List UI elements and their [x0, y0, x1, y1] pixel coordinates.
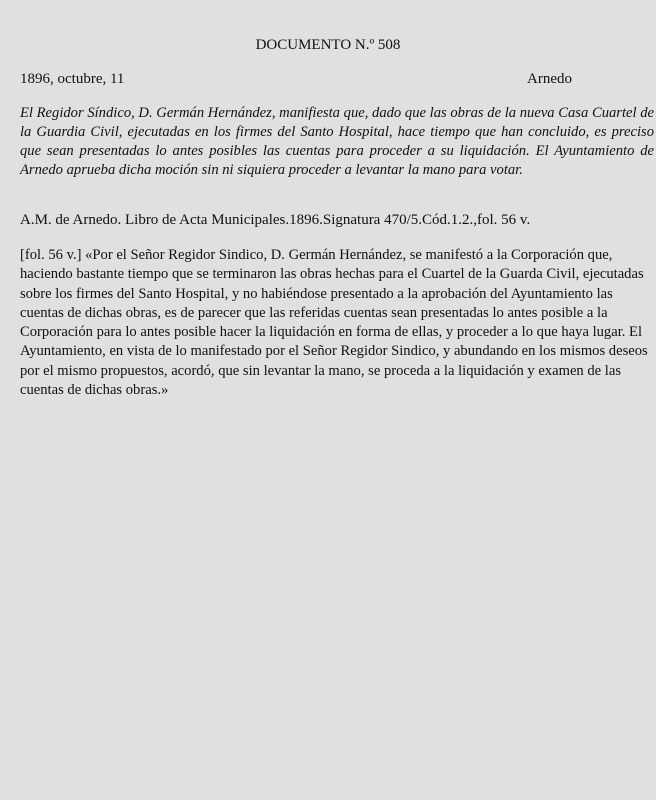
document-title: DOCUMENTO N.º 508 — [255, 37, 401, 53]
document-place: Arnedo — [527, 71, 572, 87]
document-transcription: [fol. 56 v.] «Por el Señor Regidor Sindico, D. Germán Hernández, se manifestó a la Corporación que, haciendo bastante tiempo que se terminaron las obras hechas para el Cuartel de la Guarda Civil, ejecutadas sobre los firmes del Santo Hospital, y no habiéndose presentado a la aprobación del Ayuntamiento las cuentas de dichas obras, es de parecer que las referidas cuentas sean presentadas lo antes posible a la Corporación para lo antes posible hacer la liquidación en forma de ellas, y proceder a lo que haya lugar. El Ayuntamiento, en vista de lo manifestado por el Señor Regidor Sindico, y abundando en los mismos deseos por el mismo propuestos, acordó, que sin levantar la mano, se proceda a la liquidación y examen de las cuentas de dichas obras.» — [20, 247, 648, 399]
document-summary: El Regidor Síndico, D. Germán Hernández, manifiesta que, dado que las obras de la nueva Casa Cuartel de la Guardia Civil, ejecutadas en los firmes del Santo Hospital, hace tiempo que han concluido, es preciso que sean presentadas lo antes posibles las cuentas para proceder a su liquidación. El Ayuntamiento de Arnedo aprueba dicha moción sin ni siquiera proceder a levantar la mano para votar. — [20, 105, 654, 178]
document-date: 1896, octubre, 11 — [20, 71, 125, 87]
archive-source: A.M. de Arnedo. Libro de Acta Municipales.1896.Signatura 470/5.Cód.1.2.,fol. 56 v. — [20, 212, 531, 228]
